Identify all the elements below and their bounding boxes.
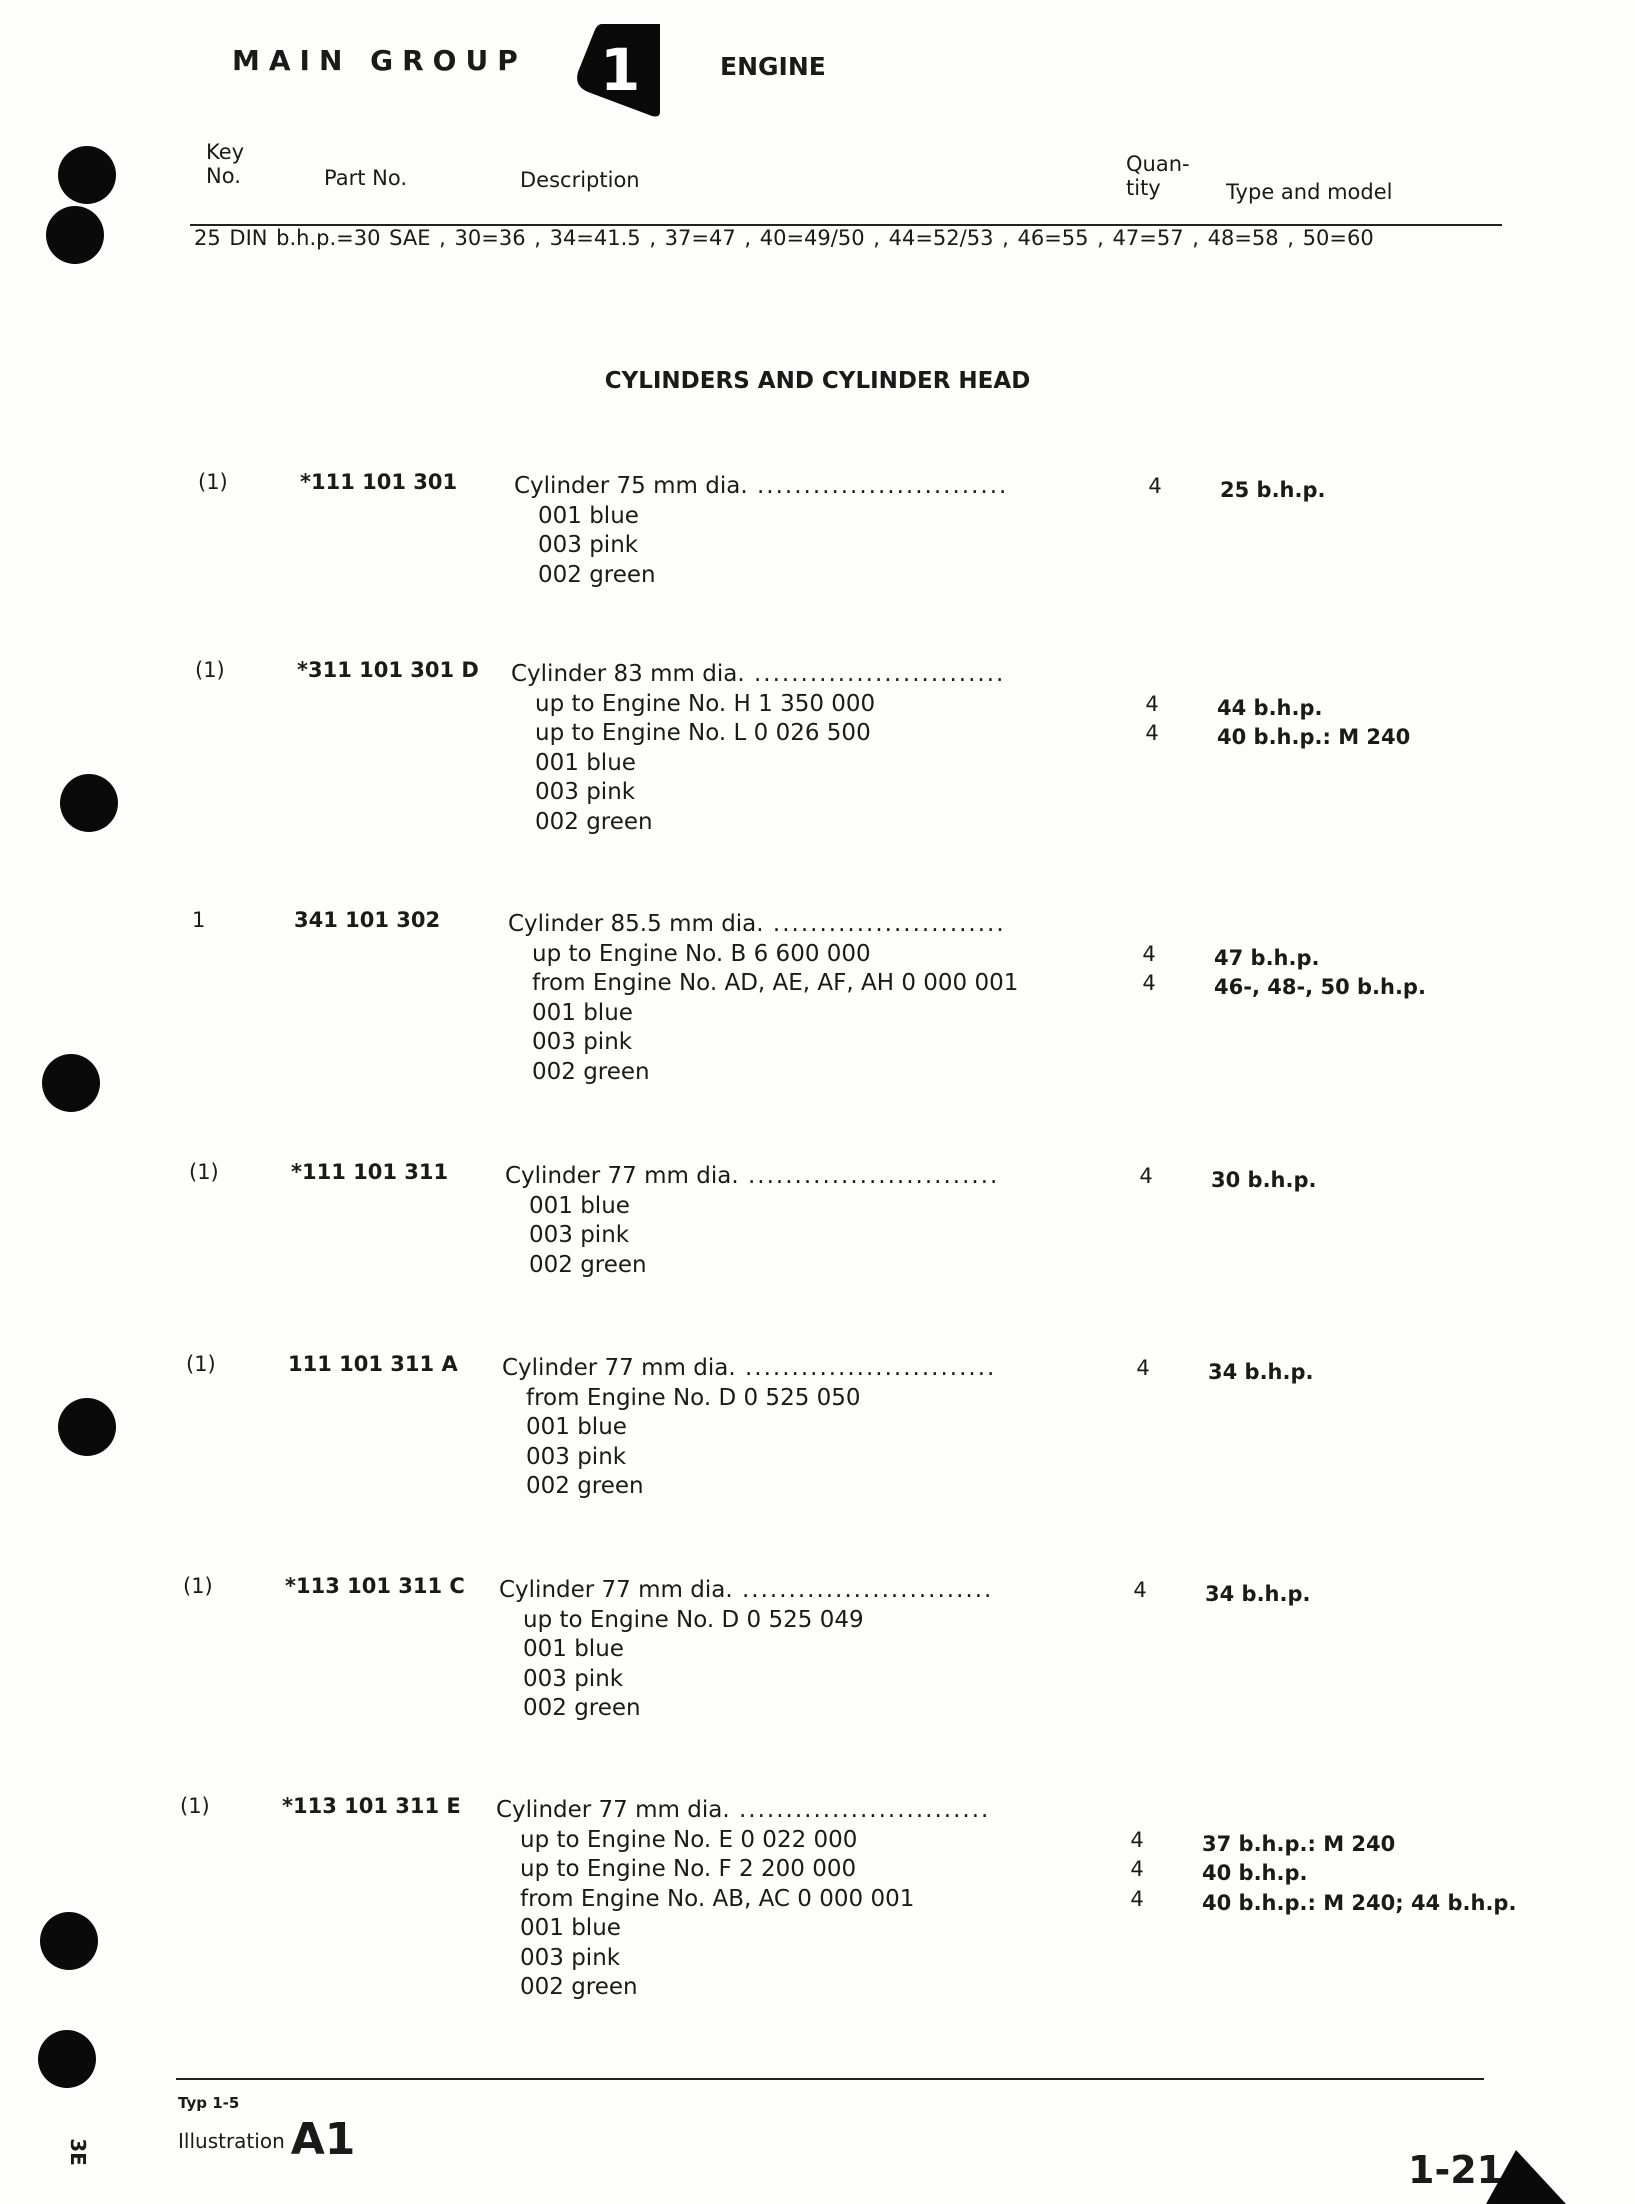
binder-hole: [40, 1912, 98, 1970]
description-line: [511, 660, 1005, 690]
type-model: 34 b.h.p.: [1205, 1582, 1311, 1606]
description-subline: [514, 531, 1008, 561]
description-text: 002 green: [520, 1974, 638, 2000]
footer-rule: [176, 2078, 1484, 2080]
description-subline: [496, 1914, 990, 1944]
description-subline: [502, 1472, 996, 1502]
col-part-no: Part No.: [324, 166, 407, 190]
description-text: 003 pink: [538, 532, 639, 558]
description-text: 002 green: [535, 808, 653, 835]
description-text: up to Engine No. B 6 600 000: [532, 940, 871, 967]
description-subline: [496, 1944, 990, 1974]
description-text: from Engine No. AD, AE, AF, AH 0 000 001: [532, 970, 1019, 996]
group-number-badge: [572, 22, 668, 120]
illustration-ref: [178, 2114, 355, 2165]
type-model: 47 b.h.p.: [1214, 945, 1320, 970]
description-text: 003 pink: [529, 1222, 630, 1248]
type-range: Typ 1-5: [178, 2094, 240, 2112]
description-subline: [508, 999, 1018, 1029]
type-model: 34 b.h.p.: [1208, 1360, 1314, 1384]
quantity: 4: [1130, 1857, 1144, 1881]
quantity: 4: [1145, 721, 1159, 745]
col-key-no: Key No.: [206, 140, 245, 188]
binder-hole: [38, 2030, 96, 2088]
description-text: 003 pink: [532, 1029, 633, 1055]
description-text: up to Engine No. D 0 525 049: [523, 1606, 864, 1633]
group-number: 1: [600, 36, 641, 104]
group-name: ENGINE: [720, 52, 826, 81]
description-text: Cylinder 83 mm dia.: [511, 661, 745, 687]
type-model: 25 b.h.p.: [1220, 478, 1326, 502]
description-text: 003 pink: [535, 779, 636, 805]
description-text: 001 blue: [523, 1636, 624, 1662]
description-text: 001 blue: [520, 1915, 621, 1941]
part-no: *113 101 311 C: [285, 1574, 465, 1598]
quantity: 4: [1139, 1164, 1153, 1188]
illustration-letter: A1: [290, 2114, 356, 2165]
description-text: 002 green: [538, 561, 656, 588]
description-text: 003 pink: [520, 1944, 621, 1971]
description-subline: [508, 940, 1018, 970]
key-no: (1): [180, 1794, 210, 1818]
col-description: Description: [520, 168, 640, 192]
description-text: Cylinder 77 mm dia.: [499, 1577, 733, 1603]
quantity: 4: [1133, 1578, 1147, 1602]
leader-dots: ...........................: [735, 1355, 997, 1381]
description-subline: [511, 778, 1005, 808]
description-subline: [511, 749, 1005, 779]
description-subline: [499, 1606, 993, 1636]
description-text: 002 green: [529, 1251, 647, 1278]
key-no: (1): [195, 658, 225, 682]
description-subline: [505, 1192, 999, 1222]
section-title: CYLINDERS AND CYLINDER HEAD: [604, 368, 1031, 394]
type-model: 40 b.h.p.: M 240: [1217, 725, 1411, 749]
type-model: 40 b.h.p.: M 240; 44 b.h.p.: [1202, 1890, 1517, 1915]
description-subline: [508, 1028, 1018, 1058]
part-no: 111 101 311 A: [288, 1352, 458, 1376]
description-subline: [511, 808, 1005, 838]
type-model: 30 b.h.p.: [1211, 1168, 1317, 1192]
key-no: (1): [198, 470, 228, 494]
description-text: from Engine No. D 0 525 050: [526, 1384, 861, 1411]
quantity: 4: [1142, 971, 1156, 995]
description-line: [514, 472, 1008, 502]
description-text: 002 green: [523, 1695, 641, 1721]
type-model: 44 b.h.p.: [1217, 695, 1323, 720]
description-subline: [499, 1694, 993, 1724]
page-number: 1-21: [1408, 2148, 1504, 2192]
quantity: 4: [1130, 1827, 1144, 1852]
description-text: 001 blue: [538, 502, 639, 529]
type-model: 40 b.h.p.: [1202, 1861, 1308, 1885]
description-line: [505, 1162, 999, 1192]
description-subline: [511, 690, 1005, 720]
leader-dots: .........................: [763, 911, 1006, 937]
description-text: Cylinder 77 mm dia.: [496, 1797, 730, 1823]
quantity: 4: [1130, 1886, 1144, 1911]
part-no: *111 101 311: [291, 1160, 449, 1184]
key-no: (1): [186, 1352, 216, 1376]
description-text: 001 blue: [526, 1414, 627, 1440]
description-subline: [496, 1855, 990, 1885]
description-text: up to Engine No. L 0 026 500: [535, 720, 871, 746]
description-line: [502, 1354, 996, 1384]
leader-dots: ...........................: [744, 661, 1006, 687]
description-text: 003 pink: [526, 1443, 627, 1470]
description-subline: [502, 1384, 996, 1414]
binder-hole: [58, 1398, 116, 1456]
description-line: [499, 1576, 993, 1606]
description-subline: [505, 1251, 999, 1281]
description-subline: [514, 561, 1008, 591]
part-description: [499, 1576, 993, 1724]
part-no: *311 101 301 D: [297, 658, 479, 682]
description-subline: [511, 719, 1005, 749]
description-text: up to Engine No. E 0 022 000: [520, 1826, 858, 1853]
part-description: [511, 660, 1005, 837]
description-text: 002 green: [532, 1058, 650, 1085]
type-model: 37 b.h.p.: M 240: [1202, 1831, 1396, 1856]
description-text: 001 blue: [535, 749, 636, 776]
quantity: 4: [1142, 941, 1156, 966]
part-description: [502, 1354, 996, 1502]
part-no: *111 101 301: [300, 470, 458, 494]
description-subline: [496, 1885, 990, 1915]
description-subline: [514, 502, 1008, 532]
binder-hole: [42, 1054, 100, 1112]
description-subline: [499, 1665, 993, 1695]
part-no: *113 101 311 E: [282, 1794, 461, 1818]
description-text: Cylinder 85.5 mm dia.: [508, 911, 764, 937]
col-type-model: Type and model: [1226, 180, 1393, 204]
illustration-label: Illustration: [178, 2129, 285, 2153]
col-quantity: Quan-tity: [1126, 152, 1190, 200]
description-line: [508, 910, 1018, 940]
description-text: 001 blue: [529, 1192, 630, 1219]
description-subline: [502, 1413, 996, 1443]
description-text: Cylinder 75 mm dia.: [514, 473, 748, 499]
part-description: [508, 910, 1018, 1087]
description-subline: [496, 1973, 990, 2003]
main-group-label: MAIN GROUP: [232, 44, 527, 77]
leader-dots: ...........................: [729, 1797, 991, 1823]
description-subline: [508, 969, 1018, 999]
description-line: [496, 1796, 990, 1826]
part-description: [496, 1796, 990, 2003]
leader-dots: ...........................: [738, 1163, 1000, 1189]
part-description: [505, 1162, 999, 1280]
description-text: up to Engine No. H 1 350 000: [535, 690, 876, 717]
quantity: 4: [1136, 1356, 1150, 1380]
part-description: [514, 472, 1008, 590]
type-model: 46-, 48-, 50 b.h.p.: [1214, 975, 1426, 999]
leader-dots: ...........................: [732, 1577, 994, 1603]
side-mark: 3E: [65, 2138, 90, 2166]
description-text: Cylinder 77 mm dia.: [502, 1355, 736, 1381]
key-no: (1): [189, 1160, 219, 1184]
description-subline: [499, 1635, 993, 1665]
quantity: 4: [1148, 474, 1162, 498]
leader-dots: ...........................: [747, 473, 1009, 499]
bhp-conversion-note: 25 DIN b.h.p.=30 SAE , 30=36 , 34=41.5 , 37=47 , 40=49/50 , 44=52/53 , 46=55 , 47=57 , 48=58 , 50=60: [194, 226, 1374, 250]
description-text: Cylinder 77 mm dia.: [505, 1163, 739, 1189]
key-no: 1: [192, 908, 206, 932]
description-subline: [496, 1826, 990, 1856]
description-text: 002 green: [526, 1473, 644, 1499]
binder-hole: [58, 146, 116, 204]
description-text: 003 pink: [523, 1665, 624, 1692]
description-text: 001 blue: [532, 999, 633, 1026]
description-text: up to Engine No. F 2 200 000: [520, 1856, 857, 1882]
binder-hole: [46, 206, 104, 264]
description-subline: [502, 1443, 996, 1473]
page-corner-triangle: [1486, 2150, 1566, 2204]
binder-hole: [60, 774, 118, 832]
part-no: 341 101 302: [294, 908, 441, 932]
key-no: (1): [183, 1574, 213, 1598]
description-subline: [505, 1221, 999, 1251]
quantity: 4: [1145, 691, 1159, 716]
description-subline: [508, 1058, 1018, 1088]
description-text: from Engine No. AB, AC 0 000 001: [520, 1885, 915, 1912]
